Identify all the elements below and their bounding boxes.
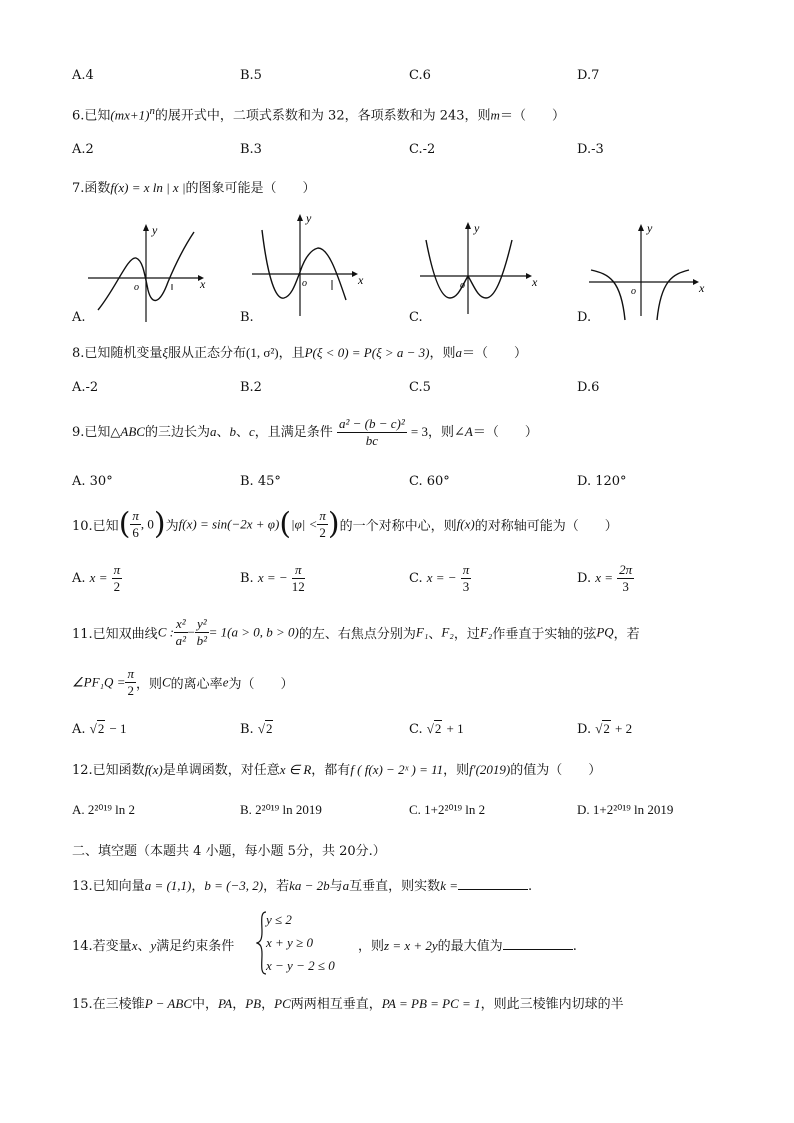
q9-prefix: 9.已知△ [72,425,121,440]
q11-stem-line2 [72,666,293,699]
q10-func: f(x) = sin(−2x + φ) [178,516,280,532]
q11-a-pre: A. [72,722,86,737]
q10-cond: |φ| < [291,516,318,532]
q11-c-rad: 2 [434,721,442,736]
q10-option-c [409,562,471,595]
q10-c-num: π [462,562,470,577]
q5-option-c: C.6 [409,68,431,83]
q8-mid3: ，则 [429,346,456,361]
q10-pt-num: π [132,508,139,523]
q14-mid2: ，则 [358,939,385,954]
q10-b-pre: B. [240,571,254,586]
q6-var: m [490,107,500,123]
q11-minus: − [187,624,195,640]
q11-d-pre: D. [577,722,592,737]
q9-stem [72,416,538,449]
q7-graph-b [248,210,378,320]
q10-d-x: x = [595,570,614,585]
q5-option-d: D.7 [577,68,600,83]
q7-option-c: C. [409,310,423,325]
q11-f2b: F₂ [479,624,493,640]
q12-fx: f(x) [144,762,163,777]
q9-tail: ＝（ ） [472,425,538,440]
q9-mid3: ，则∠ [427,425,465,440]
q14-x: x [131,938,138,953]
q10-d-num: 2π [619,562,633,577]
q14-constraint-3: x − y − 2 ≤ 0 [266,958,335,973]
q7-expr: f(x) = x ln | x | [110,180,186,195]
q15-prefix: 15.在三棱锥 [72,997,145,1012]
q7-a-y-label: y [152,223,158,237]
q11-a-rad: 2 [97,721,105,736]
q10-c-x: x = − [426,570,457,585]
q14-prefix: 14.若变量 [72,939,132,954]
q13-a2: a [342,878,350,893]
q8-mid: 服从正态分布 [167,346,246,361]
q12-option-b: B. 2²⁰¹⁹ ln 2019 [240,802,322,817]
q10-mid: 为 [165,519,179,534]
q12-option-d: D. 1+2²⁰¹⁹ ln 2019 [577,802,674,817]
q14-constraint-2: x + y ≥ 0 [266,935,313,950]
q10-b-num: π [295,562,302,577]
q7-option-d: D. [577,310,592,325]
q11-d1: a² [175,633,186,648]
q11-line2-tail: 的离心率 [170,677,223,692]
q10-a-num: π [113,562,121,577]
q12-option-a: A. 2²⁰¹⁹ ln 2 [72,802,136,817]
q7-b-origin: o [302,278,307,289]
q6-option-a: A.2 [72,142,94,157]
q10-a-den: 2 [113,579,121,594]
q6-tail: ＝（ ） [499,108,565,124]
q12-mid2: ，都有 [311,763,351,778]
q8-tail: ＝（ ） [462,346,528,361]
q13-mid2: 与 [329,879,343,894]
q9-mid: 的三边长为 [144,425,210,440]
q11-b-rad: 2 [265,721,273,736]
q8-option-b: B.2 [240,380,262,395]
q15-s1: ， [232,997,246,1012]
q14-mid: 满足约束条件 [156,939,235,954]
q10-mid2: 的一个对称中心，则 [339,519,457,534]
q10-option-b [240,562,305,595]
q10-pt-rest: , 0 [140,516,154,532]
q13-tail: 互垂直，则实数 [349,879,441,894]
q13-answer-blank[interactable] [458,877,528,890]
q11-f1: F₁ [415,624,429,640]
q7-graph-d [585,216,715,324]
q6-text: 的展开式中，二项式系数和为 32，各项系数和为 243，则 [154,108,491,124]
q11-c-post: + 1 [446,721,464,736]
q6-option-c: C.-2 [409,142,436,157]
q8-dist: (1, σ²) [246,345,279,360]
q12-cond: x ∈ R [279,762,312,777]
q10-d-pre: D. [577,571,592,586]
q6-option-d: D.-3 [577,142,604,157]
q10-point-fraction [130,508,141,541]
q9-den: bc [365,433,378,448]
q11-stem-line1 [72,616,640,649]
q14-sep: 、 [137,939,151,954]
q9-num: a² − (b − c)² [338,416,405,431]
q10-option-a [72,562,122,595]
q14-end: . [572,939,577,954]
q10-cond-den: 2 [319,525,326,540]
q7-stem [72,177,316,196]
q6-option-b: B.3 [240,142,262,157]
q13-vector-b: b = (−3, 2) [204,878,264,893]
q11-sep: 、 [428,627,442,642]
q13-mid: ，若 [263,879,290,894]
q10-tail: 的对称轴可能为（ ） [474,519,618,534]
q11-n2: y² [196,616,207,631]
q12-option-c: C. 1+2²⁰¹⁹ ln 2 [409,802,486,817]
q7-a-x-label: x [200,277,206,291]
q7-c-x-label: x [532,275,538,289]
q13-end: . [527,879,533,894]
q12-mid3: ，则 [443,763,470,778]
q10-pt-den: 6 [132,525,139,540]
q11-ang-num: π [127,666,134,681]
q8-option-c: C.5 [409,380,431,395]
q11-prefix: 11.已知双曲线 [72,627,158,642]
q10-c-pre: C. [409,571,423,586]
q11-n1: x² [175,616,186,631]
q11-ang-den: 2 [127,683,134,698]
q11-d2: b² [196,633,207,648]
q11-pq: PQ [596,624,614,640]
q11-c-pre: C. [409,722,423,737]
q13-prefix: 13.已知向量 [72,879,145,894]
q13-stem [72,875,532,894]
q11-mid2: ，过 [453,627,480,642]
q11-rest: = 1(a > 0, b > 0) [208,624,299,640]
q9-side-c: c [249,424,255,439]
q7-c-origin: o [460,280,465,291]
q7-c-y-label: y [474,221,480,235]
q12-mid: 是单调函数，对任意 [162,763,280,778]
q7-tail: 的图象可能是（ ） [185,181,316,196]
q7-d-x-label: x [699,281,705,295]
q7-d-y-label: y [647,221,653,235]
q7-graph-a [86,218,226,324]
q9-side-b: b [229,424,236,439]
q11-line2-mid: ，则 [135,677,162,692]
q10-cond-fraction [317,508,328,541]
q12-eq: f ( f(x) − 2ˣ ) = 11 [350,762,444,777]
q9-sep2: 、 [236,425,250,440]
q11-line2-end: 为（ ） [228,677,294,692]
q11-b-pre: B. [240,722,254,737]
q5-option-a: A.4 [72,68,94,83]
q7-a-origin: o [134,282,139,293]
q7-b-x-label: x [358,273,364,287]
q13-k: k = [440,878,458,893]
q10-a-pre: A. [72,571,86,586]
q12-stem [72,759,601,778]
q11-curve: C : [157,624,174,640]
q10-option-d [577,562,634,595]
q9-fraction [337,416,407,449]
q11-option-a: A. √2 − 1 [72,721,127,737]
q15-stem [72,993,624,1012]
q10-b-x: x = − [257,570,288,585]
q6-stem [72,104,565,123]
q10-fx: f(x) [456,516,475,532]
q7-option-a: A. [72,310,86,325]
q11-angle: ∠PF₁Q = [72,674,126,690]
q15-pb: PB [245,996,262,1011]
q15-pyramid: P − ABC [144,996,192,1011]
q8-var: a [455,345,463,360]
q9-mid2: ，且满足条件 [254,425,333,440]
q15-s2: ， [261,997,275,1012]
q9-option-d: D. 120° [577,474,627,489]
q11-option-d: D. √2 + 2 [577,721,633,737]
q8-option-d: D.6 [577,380,600,395]
q8-cond: P(ξ < 0) = P(ξ > a − 3) [304,345,430,360]
q11-d-post: + 2 [615,721,633,736]
q9-eq: = 3 [410,424,428,439]
q5-option-b: B.5 [240,68,262,83]
q7-graph-c [416,214,546,322]
q15-tail: ，则此三棱锥内切球的半 [480,997,624,1012]
q10-prefix: 10.已知 [72,519,119,534]
q12-fd: f′(2019) [469,762,511,777]
q14-answer-blank[interactable] [503,937,573,950]
q8-stem [72,342,527,361]
q7-d-origin: o [631,286,636,297]
q14-tail: 的最大值为 [437,939,503,954]
q9-triangle: ABC [120,424,145,439]
q13-sep: ， [191,879,205,894]
q6-exp: n [149,105,155,117]
q11-tail: ，若 [613,627,640,642]
q7-option-b: B. [240,310,254,325]
q9-option-b: B. 45° [240,474,281,489]
q9-option-c: C. 60° [409,474,450,489]
section-heading-fill-in: 二、填空题（本题共 4 小题，每小题 5分，共 20分.） [72,844,386,859]
q14-constraint-1: y ≤ 2 [266,912,292,927]
q11-d-rad: 2 [603,721,610,736]
q15-eq: PA = PB = PC = 1 [381,996,481,1011]
q11-a-post: − 1 [109,721,127,736]
q15-pa: PA [218,996,233,1011]
q11-mid3: 作垂直于实轴的弦 [492,627,597,642]
q8-mid2: ，且 [278,346,305,361]
q12-prefix: 12.已知函数 [72,763,145,778]
q8-option-a: A.-2 [72,380,99,395]
q10-stem: 10.已知( $\frac{\pi}{6}$ , 0)为f(x) = sin(−2x + φ)(|φ| < $\frac{\pi}{2}$ )的一个对称中心，则f(x)的对称轴可能为（ ） [72,506,618,542]
q14-y: y [150,938,157,953]
q11-mid: 的左、右焦点分别为 [298,627,416,642]
q9-side-a: a [209,424,217,439]
q11-line2-c: C [162,674,171,690]
q11-e: e [222,674,229,690]
q14-stem-suffix [358,935,577,954]
q6-prefix: 6.已知 [72,108,111,124]
q7-b-y-label: y [306,211,312,225]
q9-option-a: A. 30° [72,474,113,489]
q15-pc: PC [274,996,291,1011]
q8-xi: ξ [162,345,168,360]
q6-expr: (mx+1) [110,107,150,123]
q10-c-den: 3 [462,579,470,594]
q10-cond-num: π [319,508,326,523]
q11-option-c: C. √2 + 1 [409,721,464,737]
q10-a-x: x = [89,570,108,585]
q14-stem-prefix [72,935,234,954]
q8-prefix: 8.已知随机变量 [72,346,163,361]
q11-option-b: B. √2 [240,721,273,737]
q9-sep1: 、 [216,425,230,440]
q11-f2: F₂ [441,624,454,640]
q15-mid2: 两两相互垂直， [290,997,382,1012]
q10-d-den: 3 [622,579,629,594]
q10-b-den: 12 [291,579,305,594]
q14-z: z = x + 2y [384,938,438,953]
q15-mid: 中， [191,997,218,1012]
q13-expr: ka − 2b [289,878,330,893]
q13-vector-a: a = (1,1) [144,878,192,893]
q12-tail: 的值为（ ） [510,763,602,778]
q9-angle: A [464,424,473,439]
q7-prefix: 7.函数 [72,181,111,196]
